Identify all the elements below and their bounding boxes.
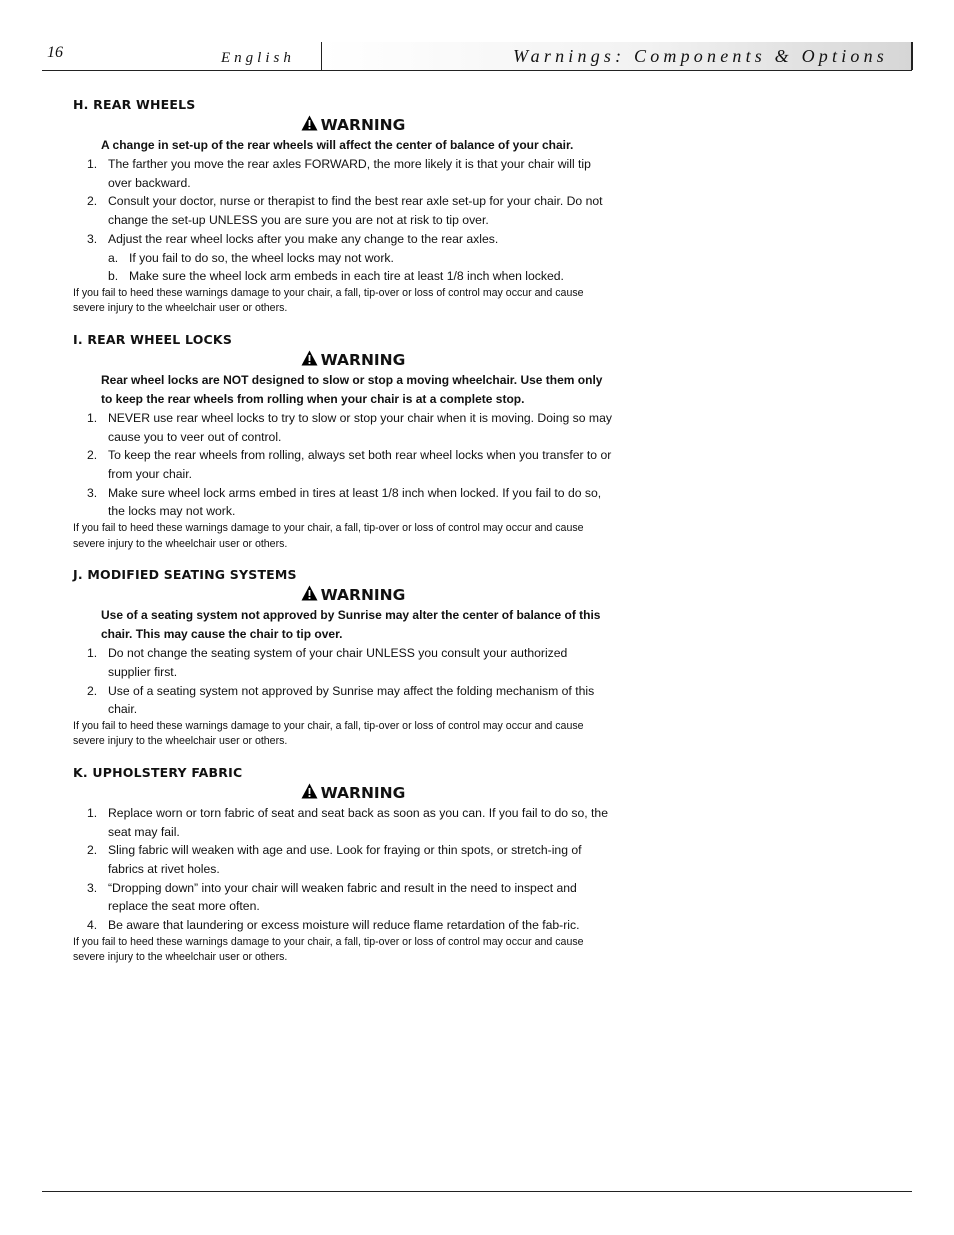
sub-item bbox=[108, 249, 613, 268]
list-item bbox=[73, 644, 613, 681]
header-divider bbox=[321, 42, 322, 70]
item-number: 1. bbox=[87, 646, 98, 661]
chapter-title: Warnings: Components & Options bbox=[513, 46, 888, 66]
warning-heading bbox=[73, 782, 613, 804]
warning-list bbox=[73, 644, 613, 719]
page-content bbox=[73, 96, 613, 966]
page-header bbox=[0, 0, 954, 80]
section-title: I. REAR WHEEL LOCKS bbox=[73, 331, 233, 347]
disclaimer: If you fail to heed these warnings damage to your chair, a fall, tip-over or loss of control may occur and cause severe injury to the wheelchair user or others. bbox=[73, 522, 584, 550]
list-item bbox=[73, 409, 613, 446]
page-number: 16 bbox=[47, 44, 63, 61]
warning-triangle-icon bbox=[301, 115, 318, 131]
item-number: 2. bbox=[87, 194, 98, 209]
section-modified-seating-systems bbox=[73, 566, 613, 750]
warning-statement: Rear wheel locks are NOT designed to slow or stop a moving wheelchair. Use them only to keep the rear wheels from rolling when your chair is at a complete stop. bbox=[101, 372, 603, 406]
warning-statement: Use of a seating system not approved by Sunrise may alter the center of balance of this chair. This may cause the chair to tip over. bbox=[101, 608, 601, 642]
list-item bbox=[73, 804, 613, 841]
list-item bbox=[73, 879, 613, 916]
item-text: Sling fabric will weaken with age and use. Look for fraying or thin spots, or stretch-ing of fabrics at rivet holes. bbox=[108, 843, 582, 877]
item-number: 2. bbox=[87, 683, 98, 698]
section-title: K. UPHOLSTERY FABRIC bbox=[73, 764, 243, 780]
item-text: Make sure wheel lock arms embed in tires at least 1/8 inch when locked. If you fail to do so, the locks may not work. bbox=[108, 485, 602, 519]
warning-heading bbox=[73, 584, 613, 606]
warning-triangle-icon bbox=[301, 783, 318, 799]
warning-heading bbox=[73, 349, 613, 371]
warning-triangle-icon bbox=[301, 585, 318, 601]
language-label: English bbox=[221, 50, 295, 66]
item-number: 1. bbox=[87, 410, 98, 425]
section-title: H. REAR WHEELS bbox=[73, 97, 196, 112]
section-rear-wheels bbox=[73, 96, 613, 317]
item-text: The farther you move the rear axles FORWARD, the more likely it is that your chair will tip over backward. bbox=[108, 157, 591, 190]
item-number: 2. bbox=[87, 843, 98, 858]
warning-label: WARNING bbox=[320, 783, 406, 802]
list-item bbox=[73, 446, 613, 483]
section-rear-wheel-locks bbox=[73, 331, 613, 552]
section-upholstery-fabric bbox=[73, 764, 613, 966]
list-item bbox=[73, 682, 613, 719]
disclaimer: If you fail to heed these warnings damage to your chair, a fall, tip-over or loss of control may occur and cause severe injury to the wheelchair user or others. bbox=[73, 935, 584, 964]
item-text: Do not change the seating system of your chair UNLESS you consult your authorized supplier first. bbox=[108, 646, 568, 679]
item-text: Use of a seating system not approved by Sunrise may affect the folding mechanism of this chair. bbox=[108, 683, 595, 717]
list-item bbox=[73, 192, 613, 229]
item-text: “Dropping down” into your chair will weaken fabric and result in the need to inspect and replace the seat more often. bbox=[108, 880, 577, 914]
sub-item-text: Make sure the wheel lock arm embeds in each tire at least 1/8 inch when locked. bbox=[129, 269, 564, 284]
sub-item bbox=[108, 267, 613, 286]
warning-heading bbox=[73, 114, 613, 136]
footer-rule bbox=[42, 1191, 912, 1192]
section-title: J. MODIFIED SEATING SYSTEMS bbox=[73, 567, 297, 583]
item-text: Replace worn or torn fabric of seat and seat back as soon as you can. If you fail to do so, the seat may fail. bbox=[108, 805, 608, 839]
list-item bbox=[73, 155, 613, 192]
item-text: NEVER use rear wheel locks to try to slow or stop your chair when it is moving. Doing so may cause you to veer out of control. bbox=[108, 410, 612, 444]
sub-item-letter: b. bbox=[108, 269, 119, 284]
warning-list bbox=[73, 804, 613, 935]
warning-statement: A change in set-up of the rear wheels will affect the center of balance of your chair. bbox=[101, 138, 574, 152]
disclaimer: If you fail to heed these warnings damage to your chair, a fall, tip-over or loss of control may occur and cause severe injury to the wheelchair user or others. bbox=[73, 719, 584, 748]
item-number: 3. bbox=[87, 485, 98, 500]
warning-label: WARNING bbox=[320, 586, 406, 605]
item-text: Consult your doctor, nurse or therapist to find the best rear axle set-up for your chair. Do not change the set-up UNLESS you are sure you are not at risk to tip over. bbox=[108, 194, 603, 228]
disclaimer: If you fail to heed these warnings damage to your chair, a fall, tip-over or loss of control may occur and cause severe injury to the wheelchair user or others. bbox=[73, 286, 584, 315]
warning-label: WARNING bbox=[320, 350, 406, 369]
item-text: Be aware that laundering or excess moisture will reduce flame retardation of the fab-ric. bbox=[108, 918, 580, 933]
item-number: 3. bbox=[87, 231, 98, 246]
list-item bbox=[73, 916, 613, 935]
item-text: Adjust the rear wheel locks after you make any change to the rear axles. bbox=[108, 231, 499, 246]
item-number: 1. bbox=[87, 157, 98, 171]
sub-list bbox=[108, 249, 613, 286]
item-number: 3. bbox=[87, 880, 98, 895]
warning-list bbox=[73, 155, 613, 286]
sub-item-letter: a. bbox=[108, 250, 119, 265]
header-rule bbox=[42, 70, 912, 71]
item-number: 1. bbox=[87, 805, 98, 820]
list-item bbox=[73, 841, 613, 878]
list-item bbox=[73, 230, 613, 286]
warning-label: WARNING bbox=[320, 116, 406, 134]
sub-item-text: If you fail to do so, the wheel locks may not work. bbox=[129, 250, 394, 265]
header-right-edge bbox=[911, 42, 913, 70]
item-number: 4. bbox=[87, 918, 98, 933]
warning-triangle-icon bbox=[301, 350, 318, 366]
item-text: To keep the rear wheels from rolling, always set both rear wheel locks when you transfer to or from your chair. bbox=[108, 448, 612, 482]
warning-list bbox=[73, 409, 613, 521]
list-item bbox=[73, 484, 613, 521]
item-number: 2. bbox=[87, 448, 98, 463]
